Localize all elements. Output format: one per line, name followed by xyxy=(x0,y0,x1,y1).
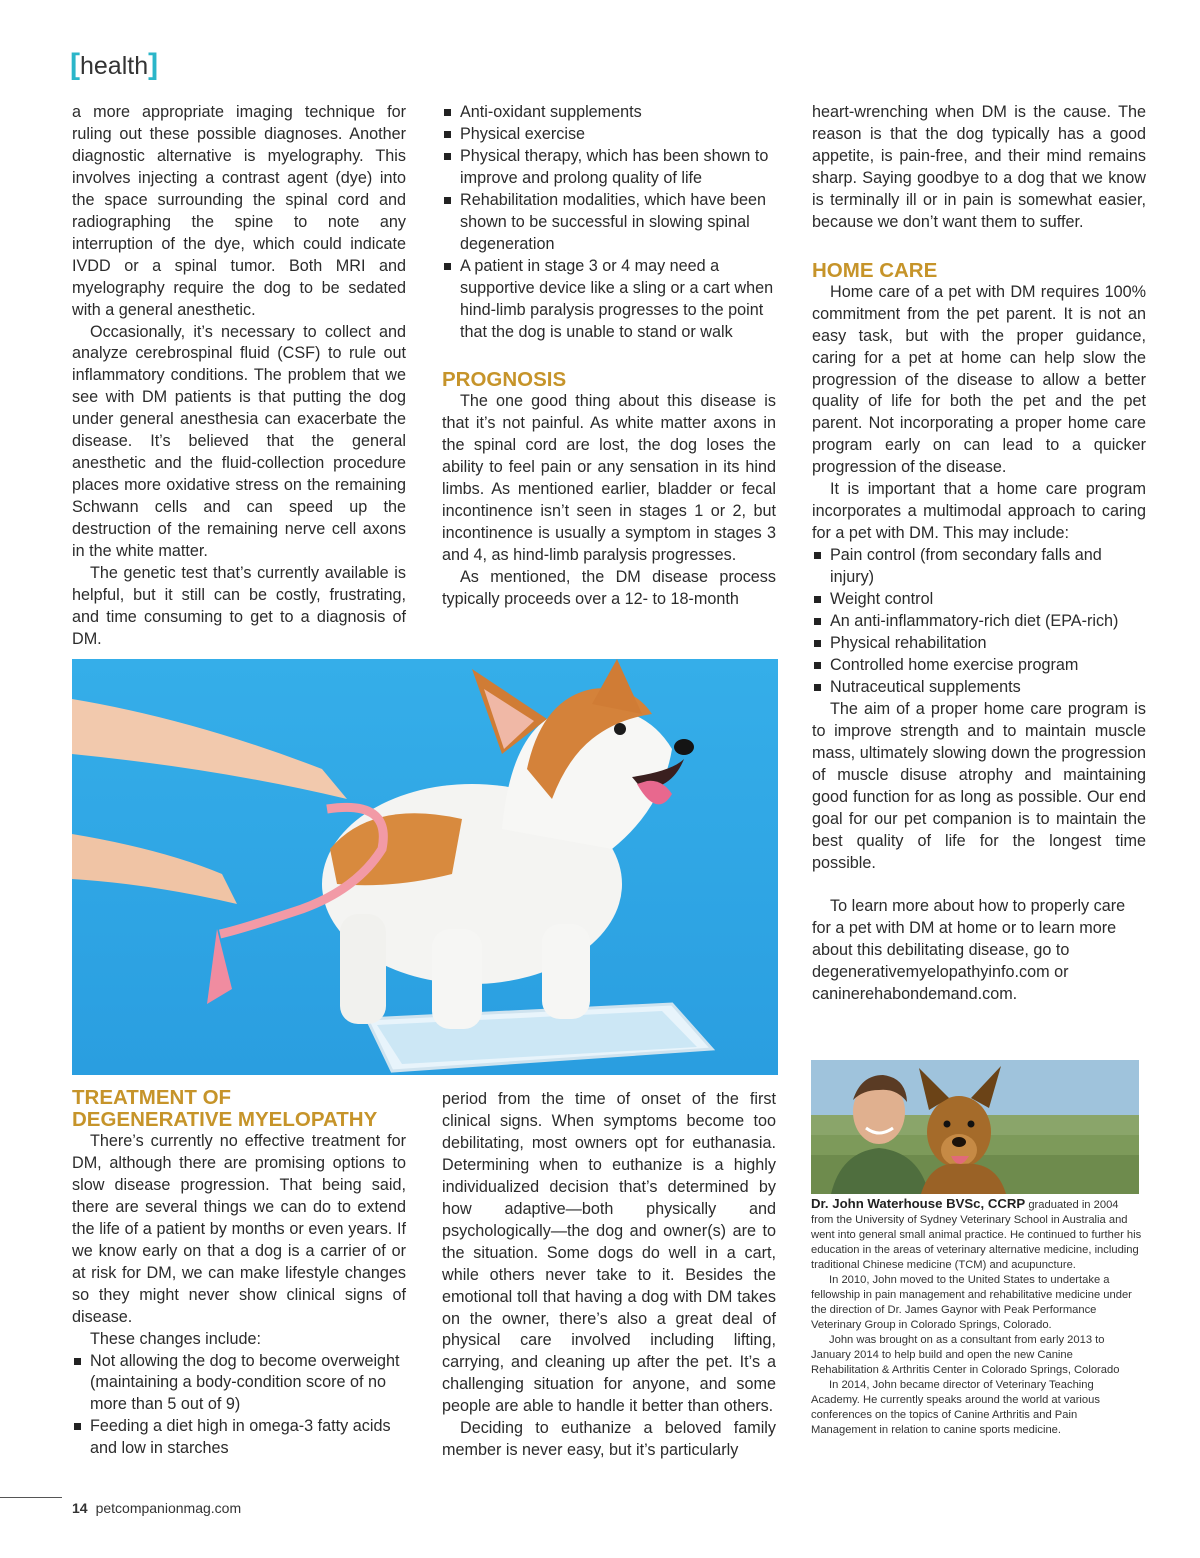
bio-paragraph-1 xyxy=(811,1196,1143,1273)
col3-paragraph-1: Home care of a pet with DM requires 100% commitment from the pet parent. It is not an easy task, but with the proper guidance, caring for a pet at home can help slow the progression of the disease to allow a better quality of life for both the pet and the pet parent. Not incorporating a proper home care program early on can lead to a quicker progression of the disease. xyxy=(812,282,1146,477)
list-item: Pain control (from secondary falls and injury) xyxy=(812,545,1146,589)
col1-paragraph-1: a more appropriate imaging technique for ruling out these possible diagnoses. Another diagnostic alternative is myelography. This involves injecting a contrast agent (dye) into the space surrounding the spinal cord and radiographing the spine to note any interruption of the dye, which could indicate IVDD or a spinal tumor. Both MRI and myelography require the dog to be sedated with a general anesthetic. xyxy=(72,103,406,319)
home-care-heading: HOME CARE xyxy=(812,258,938,282)
list-item: Rehabilitation modalities, which have been shown to be successful in slowing spinal degeneration xyxy=(442,190,776,256)
col2-paragraph-1: The one good thing about this disease is that it’s not painful. As white matter axons in the spinal cord are lost, the dog loses the ability to feel pain or any sensation in its hind limbs. As mentioned earlier, bladder or fecal incontinence isn’t seen in stages 1 or 2, but incontinence is usually a symptom in stages 3 and 4, as hind-limb paralysis progresses. xyxy=(442,392,776,565)
list-item: Nutraceutical supplements xyxy=(812,677,1146,699)
or-text: or xyxy=(1054,963,1069,982)
author-bio xyxy=(811,1196,1143,1438)
list-item: An anti-inflammatory-rich diet (EPA-rich) xyxy=(812,611,1146,633)
list-item: Controlled home exercise program xyxy=(812,655,1146,677)
list-item: Physical exercise xyxy=(442,124,776,146)
list-item: Physical therapy, which has been shown to improve and prolong quality of life xyxy=(442,146,776,190)
page-number: 14 xyxy=(72,1500,88,1516)
footer-site: petcompanionmag.com xyxy=(95,1500,242,1516)
col3-p4-text: To learn more about how to properly care for a pet with DM at home or to learn more about this debilitating disease, go to xyxy=(812,897,1126,960)
author-photo xyxy=(811,1060,1139,1194)
bio-paragraph-2: In 2010, John moved to the United States to undertake a fellowship in pain management and rehabilitative medicine under the direction of Dr. James Gaynor with Peak Performance Veterinary Group in Colorado Springs, Colorado. xyxy=(811,1274,1132,1331)
corgi-photo xyxy=(72,659,778,1075)
list-item: Physical rehabilitation xyxy=(812,633,1146,655)
treatment-heading-line-1: TREATMENT OF xyxy=(72,1086,232,1109)
col1-paragraph-3: The genetic test that’s currently available is helpful, but it still can be costly, frustrating, and time consuming to get to a diagnosis of DM. xyxy=(72,564,406,648)
column-1-top xyxy=(72,102,406,651)
column-2-bottom xyxy=(442,1089,776,1462)
bracket-open: [ xyxy=(70,48,80,81)
list-item: Anti-oxidant supplements xyxy=(442,102,776,124)
bracket-close: ] xyxy=(148,48,159,81)
col3-paragraph-3: The aim of a proper home care program is to improve strength and to maintain muscle mass, ultimately slowing down the progression of muscle disuse atrophy and maintaining good function for as long as possible. Our end goal for our pet companion is to maintain the best quality of life for the longest time possible. xyxy=(812,699,1146,872)
list-item: Feeding a diet high in omega-3 fatty acids and low in starches xyxy=(72,1416,406,1460)
link-degenerativemyelopathyinfo[interactable]: degenerativemyelopathyinfo.com xyxy=(812,963,1050,982)
col5-paragraph-1: period from the time of onset of the first clinical signs. When symptoms become too debilitating, most owners opt for euthanasia. Determining when to euthanize is a highly individualized decision that’s determined by how adaptive—both physically and psychologically—the dog and owner(s) are to the situation. Some dogs do well in a cart, while others never take to it. Besides the emotional toll that having a dog with DM takes on the owner, there’s also a great deal of physical care involved including lifting, carrying, and cleaning up after the pet. It’s a challenging situation for anyone, and some people are able to handle it better than others. xyxy=(442,1090,776,1416)
column-1-bottom xyxy=(72,1087,406,1460)
col3-paragraph-4 xyxy=(812,896,1146,1006)
col1-paragraph-2: Occasionally, it’s necessary to collect and analyze cerebrospinal fluid (CSF) to rule out inflammatory conditions. The problem that we see with DM patients is that putting the dog under general anesthesia can exacerbate the disease. It’s believed that the general anesthetic and the fluid-collection procedure places more oxidative stress on the remaining Schwann cells and can speed up the destruction of the remaining nerve cell axons in the white matter. xyxy=(72,322,406,561)
list-item: Not allowing the dog to become overweight (maintaining a body-condition score of no more than 5 out of 9) xyxy=(72,1351,406,1417)
treatment-heading-line-2: DEGENERATIVE MYELOPATHY xyxy=(72,1108,378,1131)
section-tag xyxy=(70,48,158,82)
bio-paragraph-3: John was brought on as a consultant from early 2013 to January 2014 to help build and open the new Canine Rehabilitation & Arthritis Center in Colorado Springs, Colorado xyxy=(811,1334,1120,1376)
footer xyxy=(72,1500,241,1516)
list-item: Weight control xyxy=(812,589,1146,611)
bio-p1-text: graduated in 2004 from the University of Sydney Veterinary School in Australia and went into general small animal practice. He continued to further his education in the areas of veterinary alternative medicine, including traditional Chinese medicine (TCM) and acupuncture. xyxy=(811,1199,1142,1271)
col2-paragraph-2: As mentioned, the DM disease process typically proceeds over a 12- to 18-month xyxy=(442,568,776,609)
list-item: A patient in stage 3 or 4 may need a supportive device like a sling or a cart when hind-limb paralysis progresses to the point that the dog is unable to stand or walk xyxy=(442,256,776,344)
col3-paragraph-0: heart-wrenching when DM is the cause. The reason is that the dog typically has a good appetite, is pain-free, and their mind remains sharp. Saying goodbye to a dog that we know is terminally ill or in pain is somewhat easier, because we don’t want them to suffer. xyxy=(812,103,1146,231)
column-2-top xyxy=(442,102,776,611)
col5-paragraph-2: Deciding to euthanize a beloved family member is never easy, but it’s particularly xyxy=(442,1419,776,1460)
author-name: Dr. John Waterhouse BVSc, CCRP xyxy=(811,1196,1026,1211)
treatment-heading xyxy=(72,1087,406,1131)
col4-paragraph-1: There’s currently no effective treatment for DM, although there are promising options to slow disease progression. That being said, there are several things we can do to extend the life of a patient by months or even years. If we know early on that a dog is a carrier of or at risk for DM, we can make lifestyle changes so they might never show clinical signs of disease. xyxy=(72,1132,406,1326)
lifestyle-changes-list xyxy=(72,1351,406,1461)
prognosis-heading: PROGNOSIS xyxy=(442,368,567,392)
section-label: health xyxy=(80,52,149,80)
column-3 xyxy=(812,102,1146,1006)
link-caninerehabondemand[interactable]: caninerehabondemand.com. xyxy=(812,985,1018,1004)
footer-rule xyxy=(0,1497,62,1498)
bio-paragraph-4: In 2014, John became director of Veterinary Teaching Academy. He currently speaks around the world at various conferences on the topics of Canine Arthritis and Pain Management in relation to canine sports medicine. xyxy=(811,1379,1100,1436)
col4-paragraph-2: These changes include: xyxy=(90,1329,261,1348)
prevention-list xyxy=(442,102,776,343)
home-care-list xyxy=(812,545,1146,699)
col3-paragraph-2: It is important that a home care program incorporates a multimodal approach to caring for a pet with DM. This may include: xyxy=(812,480,1146,543)
